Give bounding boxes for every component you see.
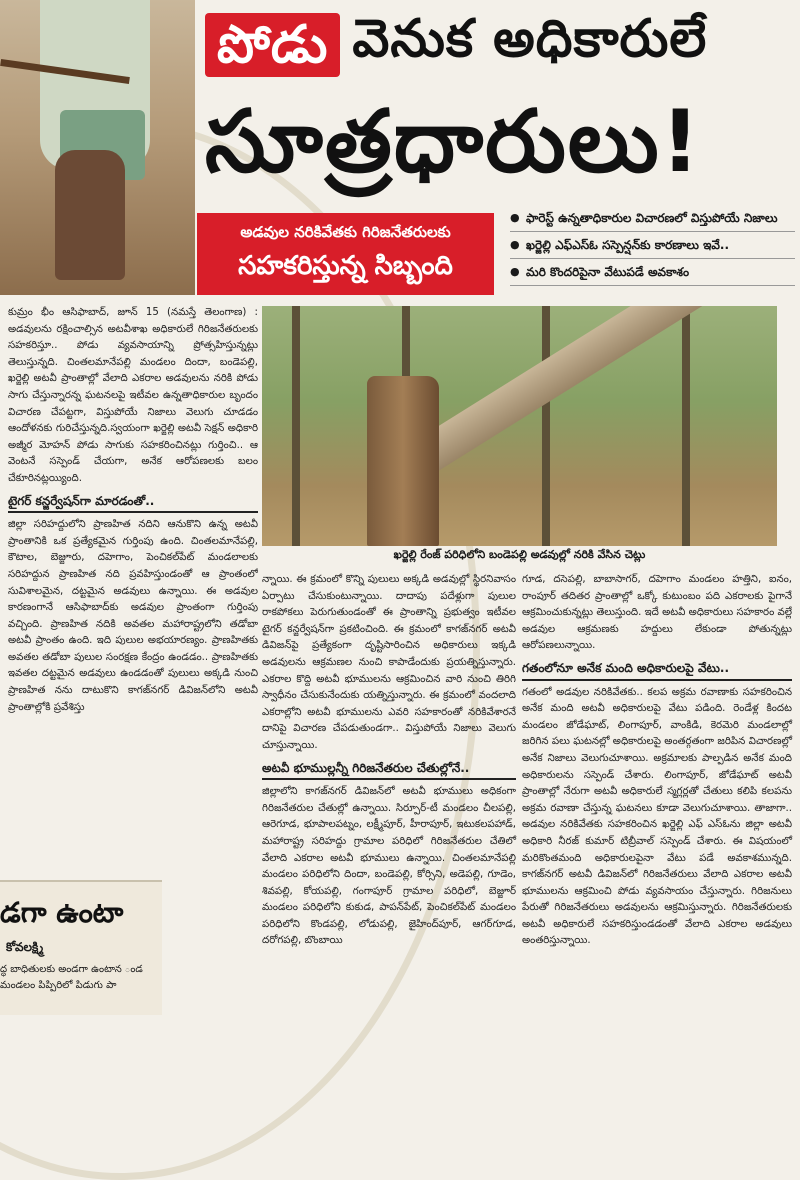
headline-highlight: పోడు	[205, 13, 340, 77]
paragraph: న్నాయి. ఈ క్రమంలో కొన్ని పులులు అక్కడి అడవుల్లో స్థిరనివాసం ఏర్పాటు చేసుకుంటున్నాయి. దాదాపు పదేళ్లుగా పులుల రాకపోకలు పెరుగుతుండంతో ఈ ప్రాంతాన్ని ప్రభుత్వం ఇటీవల టైగర్ కన్జర్వేషన్‌గా ప్రకటించింది. ఈ క్రమంలో కాగజ్‌నగర్ అటవీ డివిజన్‌పై ప్రత్యేకంగా దృష్టిసారించిన అధికారులు ఇక్కడి అడవులను ఆక్రమణల నుంచి కాపాడేందుకు ప్రయత్నిస్తున్నారు. ఎకరాల కొద్ది అటవీ భూములను ఆక్రమించిన వారి నుంచి తిరిగి స్వాధీనం చేసుకునేందుకు యత్నిస్తున్నారు. ఈ క్రమంలో వందలాది ఎకరాల్లోని అటవీ భూములను ఎవరి సహకారంతో నరికివేశారనే దానిపై విచారణ చేపడుతుండగా.. విస్తుపోయే నిజాలు వెలుగు చూస్తున్నాయి.	[262, 574, 516, 751]
article-column-2	[262, 572, 516, 950]
subheading-line1: అడవుల నరికివేతకు గిరిజనేతరులకు	[240, 223, 451, 241]
adjacent-story-snippet	[0, 880, 162, 1015]
highlight-item: ● ఖర్జెల్లి ఎఫ్ఎస్ఓ సస్పెన్షన్‌కు కారణాలు ఇవే..	[510, 232, 795, 259]
photo-caption: ఖర్జెల్లి రేంజ్ పరిధిలోని బండెపల్లి అడవుల్లో నరికి వేసిన చెట్లు	[393, 548, 646, 561]
snippet-text: ద్ధ బాధితులకు అండగా ఉంటాన ండ మండలం పిప్పిరిలో పిడుగు పా	[0, 964, 143, 991]
paragraph: కుమ్రం భీం ఆసిఫాబాద్, జూన్ 15 (నమస్తే తెలంగాణ) : అడవులను రక్షించాల్సిన అటవీశాఖ అధికారులే గిరిజనేతరులకు సహకరిస్తూ.. పోడు వ్యవసాయాన్ని ప్రోత్సహిస్తున్నట్లు తెలుస్తున్నది. చింతలమానేపల్లి మండలం దిందా, బండెపల్లి, ఖర్జెల్లి అటవీ ప్రాంతాల్లో వేలాది ఎకరాల అడవులను నరికి పోడు సాగు చేస్తున్నారన్న ఘటనలపై ఇటీవల ఉన్నతాధికారుల బృందం విచారణ చేపట్టగా, విస్తుపోయే నిజాలు వెలుగు చూడడం ఆందోళనకు గురిచేస్తున్నది.స్వయంగా ఖర్జెల్లి అటవీ సెక్షన్ అధికారి అజ్మీర మోహన్ పోడు సాగుకు సహకరించినట్లు గుర్తించి.. ఆ వెంటనే సస్పెండ్ చేయగా, అనేక ఆరోపణలకు బలం చేకూరినట్లయ్యింది.	[8, 307, 258, 484]
subheading-box	[197, 213, 494, 295]
section-subhead: అటవీ భూముల్లన్నీ గిరిజనేతరుల చేతుల్లోనే..	[262, 758, 516, 781]
section-subhead: టైగర్ కన్జర్వేషన్‌గా మారడంతో..	[8, 491, 258, 514]
felled-tree-photo	[262, 306, 777, 546]
headline-line1	[205, 10, 707, 80]
snippet-title: డగా ఉంటా	[0, 896, 124, 929]
highlights-list	[510, 205, 795, 286]
subheading-line2: సహకరిస్తున్న సిబ్బంది	[238, 251, 453, 281]
farmer-photo	[0, 0, 195, 295]
article-column-1	[8, 305, 258, 847]
headline-text: వెనుక అధికారులే	[352, 8, 708, 69]
paragraph: జిల్లాలోని కాగజ్‌నగర్ డివిజన్‌లో అటవీ భూములు అధికంగా గిరిజనేతరుల చేతుల్లో ఉన్నాయి. సిర్పూర్-టీ మండలం చీలపల్లి, ఆరెగూడ, భూపాలపట్నం, లక్ష్మీపూర్, హీరాపూర్, ఇటుకలపహాడ్, మహారాష్ట్ర సరిహద్దు గ్రామాల పరిధిలో గిరిజనేతరుల చేతిలో వేలాది ఎకరాల అటవీ భూములు ఉన్నాయి. చింతలమానేపల్లి మండలం పరిధిలోని దిందా, బండెపల్లి, కోర్సిని, అడెపల్లి, గూడెం, శివపల్లి, కోయపల్లి, గంగాపూర్ గ్రామాల పరిధిలో, బెజ్జూర్ మండలం పరిధిలోని కుకుడ, పాపన్‌పేట్, పెంచికల్‌పేట్ మండలం పరిధిలోని కొండపల్లి, లోడుపల్లి, జైహింద్‌పూర్, ఆగర్‌గూడ, దరోగపల్లి, బొంబాయి	[262, 786, 516, 947]
highlight-item: ● ఫారెస్ట్ ఉన్నతాధికారుల విచారణలో విస్తుపోయే నిజాలు	[510, 205, 795, 232]
highlight-item: ● మరి కొందరిపైనా వేటుపడే అవకాశం	[510, 259, 795, 286]
paragraph: గూడ, దసెపల్లి, బాబాసాగర్, దహెగాం మండలం హత్తిని, ఐనం, రాంపూర్ తదితర ప్రాంతాల్లో ఒక్కో కుటుంబం పది ఎకరాలకు పైగానే ఆక్రమించుకున్నట్లు తెలుస్తుంది. ఇదే అటవీ అధికారులు సహకారం వల్లే అడవుల ఆక్రమణకు హద్దులు లేకుండా పోతున్నట్లు ఆరోపణలున్నాయి.	[522, 574, 792, 652]
article-column-3	[522, 572, 792, 950]
paragraph: గతంలో అడవుల నరికివేతకు.. కలప అక్రమ రవాణాకు సహకరించిన అనేక మంది అటవీ అధికారులపై వేటు పడింది. రెండేళ్ల కిందట మండలం జోడేఘాట్, లింగాపూర్, వాంకిడి, కెరమెరి మండలాల్లో జరిగిన పలు ఘటనల్లో అధికారులపై అంతర్గతంగా జరిపిన విచారణల్లో అనేక నిజాలు వెలుగుచూశాయి. అక్రమాలకు పాల్పడిన అనేక మంది అధికారులను సస్పెండ్ చేశారు. లింగాపూర్, జోడేఘాట్ అటవీ ప్రాంతాల్లో నేరుగా అటవీ అధికారులే స్మగ్లర్లతో చేతులు కలిపి కలపను అక్రమ రవాణా చేస్తున్న ఘటనలు కూడా వెలుగుచూశాయి. తాజాగా.. అడవుల నరికివేతకు సహకరించిన ఖర్జెల్లి ఎఫ్ ఎస్ఓను జిల్లా అటవీ అధికారి నీరజ్ కుమార్ టిబ్రీవాల్ సస్పెండ్ చేశారు. ఈ విషయంలో మరికొంతమంది అధికారులపైనా వేటు పడే అవకాశమున్నది. కాగజ్‌నగర్ అటవీ డివిజన్‌లో గిరిజనేతరులు వేలాది ఎకరాల అటవీ భూములను ఆక్రమించి పోడు వ్యవసాయం చేస్తున్నారు. గిరిజనులు పేరుతో గిరిజనేతరులు అడవులను ఆక్రమిస్తున్నారు. గిరిజనేతరులకు అటవీ అధికారులే సహకరిస్తుండడంతో వేలాది ఎకరాల అడవులు అంతరిస్తున్నాయి.	[522, 686, 792, 947]
paragraph: జిల్లా సరిహద్దులోని ప్రాణహిత నదిని ఆనుకొని ఉన్న అటవీ ప్రాంతానికి ఒక ప్రత్యేకమైన గుర్తింపు ఉంది. చింతలమానేపల్లి, కౌటాల, బెజ్జూరు, దహెగాం, పెంచికల్‌పేట్ మండలాలకు సరిహద్దున ప్రాణహిత నది ప్రవహిస్తుండంతో ఆ ప్రాంతంలో సువిశాలమైన, దట్టమైన అడవులు ఉన్నాయి. ఈ అడవుల కారణంగానే ఆసిఫాబాద్‌కు అడవుల ప్రాంతంగా గుర్తింపు వచ్చింది. ప్రాణహిత నదికి అవతల మహారాష్ట్రలోని తడోబా అటవీ ప్రాంతం ఉంది. ఇది పులుల అభయారణ్యం. ప్రాణహితకు అవతల తడోబా పులుల సంరక్షణ కేంద్రం ఉండడం.. ప్రాణహితకు ఇవతల దట్టమైన అడవులు ఉండడంతో పులులు అక్కడి నుంచి ప్రాణహిత నను దాటుకొని కాగజ్‌నగర్ డివిజన్‌లోని అటవీ ప్రాంతాల్లోకి ప్రవేశిస్తు	[8, 519, 258, 713]
headline-line2: సూత్రధారులు!	[205, 92, 702, 192]
snippet-byline: కోవలక్ష్మి	[6, 940, 44, 954]
section-subhead: గతంలోనూ అనేక మంది అధికారులపై వేటు..	[522, 658, 792, 681]
